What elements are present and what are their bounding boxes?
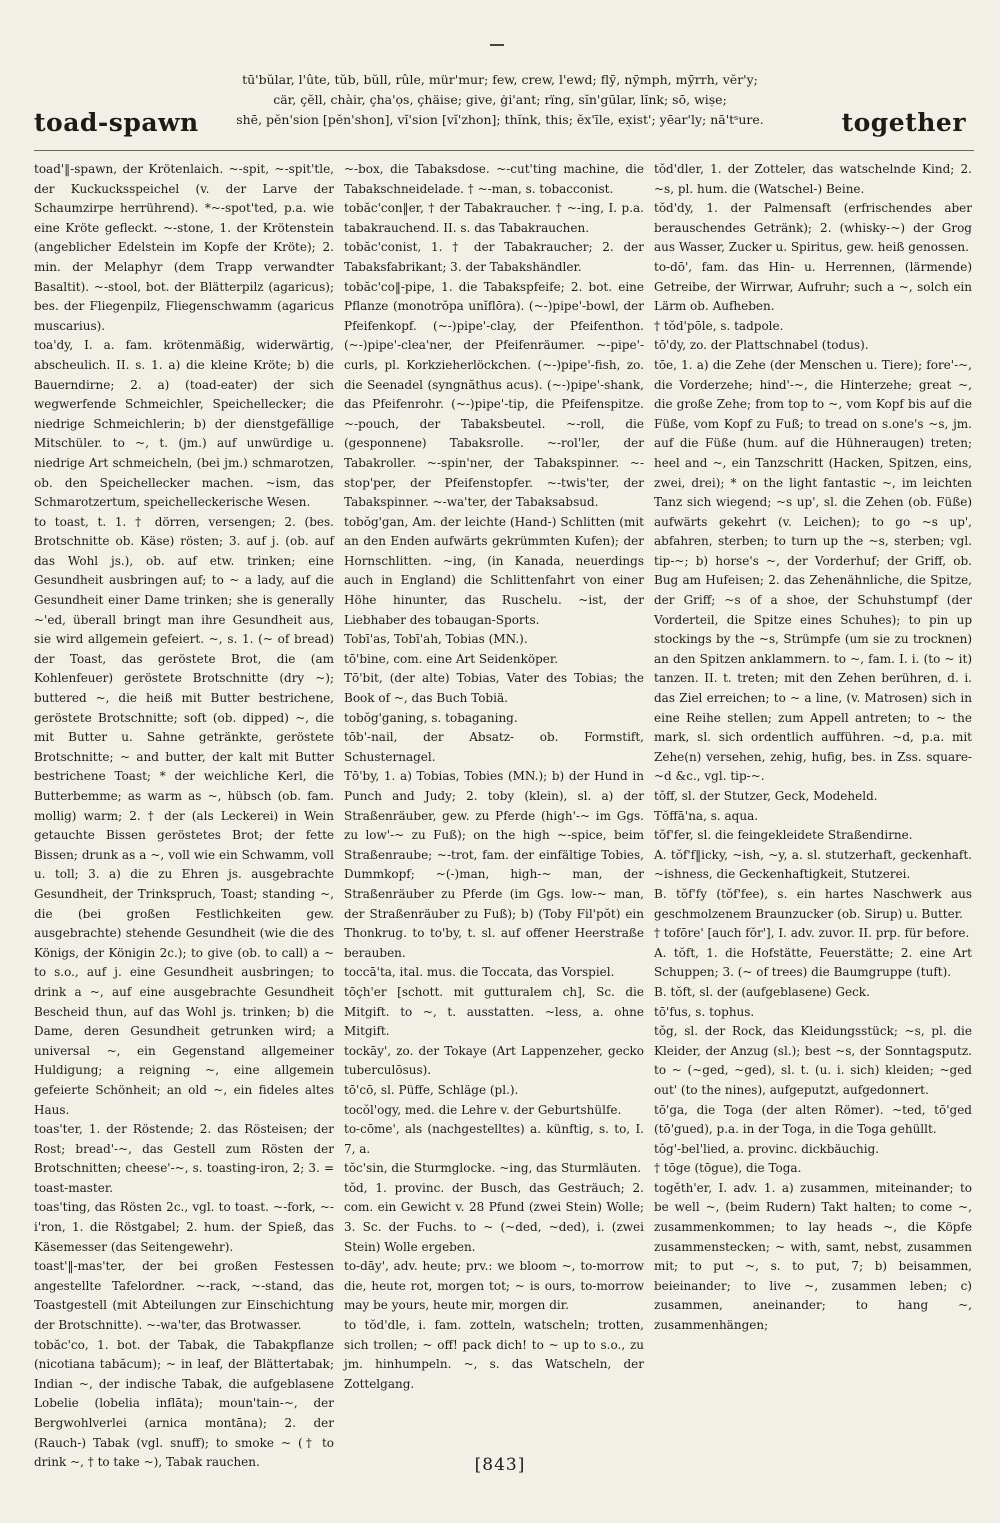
guide-word-right: together: [841, 108, 966, 137]
dictionary-entry: tŏd'dler, 1. der Zotteler, das watschelnde Kind; 2. ~s, pl. hum. die (Watschel-) Beine.: [654, 162, 972, 196]
dictionary-entry: tō'bine, com. eine Art Seidenköper.: [344, 651, 559, 666]
dictionary-entry: tŏf'fer, sl. die feingekleidete Straßendirne.: [654, 828, 913, 843]
dictionary-entry: tōe, 1. a) die Zehe (der Menschen u. Tiere); fore'-~, die Vorderzehe; hind'-~, die Hinterzehe; great ~, die große Zehe; from top to ~, vom Kopf bis auf die Füße, vom Kopf zu Fuß; to tread on s.one's ~s, jm. auf die Füße (hum. auf die Hühneraugen) treten; heel and ~, ein Tanzschritt (Hacken, Spitzen, eins, zwei, drei); * on the light fantastic ~, im leichten Tanz sich wiegend; ~s up', sl. die Zehen (ob. Füße) aufwärts gekehrt (v. Leichen); to go ~s up', abfahren, sterben; to turn up the ~s, sterben; vgl. tip-~; b) horse's ~, der Vorderhuf; der Griff, ob. Bug am Hufeisen; 2. das Zehenähnliche, die Spitze, der Griff; ~s of a shoe, der Schuhstumpf (der Vorderteil, die Spitze eines Schuhes); to pin up stockings by the ~s, Strümpfe (um sie zu trocknen) an den Spitzen anklammern. to ~, fam. I. i. (to ~ it) tanzen. II. t. treten; mit den Zehen berühren, d. i. das Ziel erreichen; to ~ a line, (v. Matrosen) sich in eine Reihe stellen; zum Appell antreten; to ~ the mark, sl. sich ordentlich aufführen. ~d, p.a. mit Zehe(n) versehen, zehig, hufig, bes. in Zss. square-~d &c., vgl. tip-~.: [654, 357, 972, 784]
dictionary-entry: tobăc'conist, 1. † der Tabakraucher; 2. der Tabaksfabrikant; 3. der Tabakshändler.: [344, 240, 644, 274]
dictionary-entry: tō'cō, sl. Püffe, Schläge (pl.).: [344, 1082, 519, 1097]
dictionary-entry: † tofōre' [auch fŏr'], I. adv. zuvor. II. prp. für before.: [654, 926, 970, 941]
dictionary-entry: tŏg, sl. der Rock, das Kleidungsstück; ~s, pl. die Kleider, der Anzug (sl.); best ~s, der Sonntagsputz. to ~ (~ged, ~ged), sl. t. (u. i. sich) kleiden; ~ged out' (to the nines), aufgeputzt, aufgedonnert.: [654, 1024, 972, 1097]
dictionary-entry: A. tŏft, 1. die Hofstätte, Feuerstätte; 2. eine Art Schuppen; 3. (~ of trees) die Baumgruppe (tuft).: [654, 945, 972, 980]
dictionary-entry: B. tŏf'fy (tŏf'fee), s. ein hartes Naschwerk aus geschmolzenem Braunzucker (ob. Sirup) u. Butter.: [654, 886, 972, 921]
dictionary-entry: toccā'ta, ital. mus. die Toccata, das Vorspiel.: [344, 965, 615, 980]
dictionary-entry: tocŏl'ogy, med. die Lehre v. der Geburtshülfe.: [344, 1102, 622, 1117]
column-middle: [344, 160, 644, 1445]
dictionary-entry: toast'‖-mas'ter, der bei großen Festessen angestellte Tafelordner. ~-rack, ~-stand, das Toastgestell (mit Abteilungen zur Einschichtung der Brotschnitte). ~-wa'ter, das Brotwasser.: [34, 1259, 334, 1333]
column-right: [654, 160, 972, 1445]
dictionary-entry: tō'fus, s. tophus.: [654, 1004, 755, 1019]
dictionary-entry: † tŏd'pōle, s. tadpole.: [654, 318, 784, 333]
pronunciation-key-line: cär, çĕll, chàir, çha'ọs, çhäise; give, ġi'ant; rïng, sĭn'gūlar, lĭnk; sō, wiṣe;: [273, 92, 727, 107]
dictionary-entry: to-dāy', adv. heute; prv.: we bloom ~, to-morrow die, heute rot, morgen tot; ~ is ours, to-morrow may be yours, heute mir, morgen dir.: [344, 1259, 644, 1313]
dictionary-entry: A. tŏf'f‖icky, ~ish, ~y, a. sl. stutzerhaft, geckenhaft. ~ishness, die Geckenhaftigkeit, Stutzerei.: [654, 847, 972, 882]
guide-word-left: toad-spawn: [34, 108, 199, 137]
dictionary-entry: tŏg'-bel'lied, a. provinc. dickbäuchig.: [654, 1141, 880, 1156]
dictionary-entry: to-cōme', als (nachgestelltes) a. künftig, s. to, I. 7, a.: [344, 1122, 644, 1156]
top-mark: [490, 44, 504, 46]
dictionary-entry: † tōge (tōgue), die Toga.: [654, 1161, 802, 1176]
dictionary-entry: toas'ting, das Rösten 2c., vgl. to toast. ~-fork, ~-i'ron, 1. die Röstgabel; 2. hum. der Spieß, das Käsemesser (das Seitengewehr).: [34, 1200, 334, 1254]
dictionary-entry: Tobī'as, Tobī'ah, Tobias (MN.).: [344, 632, 528, 647]
dictionary-entry: B. tŏft, sl. der (aufgeblasene) Geck.: [654, 984, 870, 999]
dictionary-entry: tockāy', zo. der Tokaye (Art Lappenzeher, gecko tuberculōsus).: [344, 1043, 644, 1078]
dictionary-entry: tō'ga, die Toga (der alten Römer). ~ted, tō'ged (tō'gued), p.a. in der Toga, in die Toga gehüllt.: [654, 1102, 972, 1137]
column-left: [34, 160, 334, 1470]
dictionary-entry: Tō'by, 1. a) Tobias, Tobies (MN.); b) der Hund in Punch and Judy; 2. toby (klein), sl. a) der Straßenräuber, gew. zu Pferde (high'-~ im Ggs. zu low'-~ zu Fuß); on the high ~-spice, beim Straßenraube; ~-trot, fam. der einfältige Tobies, Dummkopf; ~(-)man, high-~ man, der Straßenräuber zu Pferde (im Ggs. low-~ man, der Straßenräuber zu Fuß); b) (Toby Fil'pŏt) ein Thonkrug. to to'by, t. sl. auf offener Heerstraße berauben.: [344, 769, 644, 960]
dictionary-entry: tōçh'er [schott. mit gutturalem ch], Sc. die Mitgift. to ~, t. ausstatten. ~less, a. ohne Mitgift.: [344, 984, 644, 1039]
dictionary-entry: tŏc'sin, die Sturmglocke. ~ing, das Sturmläuten.: [344, 1161, 642, 1176]
header-rule: [34, 150, 974, 151]
dictionary-entry: tō'dy, zo. der Plattschnabel (todus).: [654, 338, 869, 353]
page-number: [843]: [474, 1455, 526, 1475]
dictionary-entry: toa'dy, I. a. fam. krötenmäßig, widerwärtig, abscheulich. II. s. 1. a) die kleine Kröte; b) die Bauerndirne; 2. a) (toad-eater) der sich wegwerfende Schmeichler, Speichellecker; die niedrige Schmeichlerin; b) der dienstgefällige Mitschüler. to ~, t. (jm.) auf unwürdige u. niedrige Art schmeicheln, (bei jm.) schmarotzen, ob. den Speichellecker machen. ~ism, das Schmarotzertum, speichelleckerische Wesen.: [34, 338, 334, 510]
dictionary-entry: tobŏg'gan, Am. der leichte (Hand-) Schlitten (mit an den Enden aufwärts gekrümmten Kufen); der Hornschlitten. ~ing, (in Kanada, neuerdings auch in England) die Schlittenfahrt von einer Höhe hinunter, das Ruschelu. ~ist, der Liebhaber des tobaugan-Sports.: [344, 514, 644, 627]
dictionary-entry: tobăc'con‖er, † der Tabakraucher. † ~-ing, I. p.a. tabakrauchend. II. s. das Tabakrauchen.: [344, 201, 644, 235]
dictionary-entry: Tŏffā'na, s. aqua.: [654, 808, 759, 823]
dictionary-entry: toas'ter, 1. der Röstende; 2. das Rösteisen; der Rost; bread'-~, das Gestell zum Rösten der Brotschnitten; cheese'-~, s. toasting-iron, 2; 3. = toast-master.: [34, 1122, 334, 1195]
dictionary-entry: tobăc'co, 1. bot. der Tabak, die Tabakpflanze (nicotiana tabăcum); ~ in leaf, der Blättertabak; Indian ~, der indische Tabak, die aufgeblasene Lobelie (lobelia inflāta); moun'tain-~, der Bergwohlverlei (arnica montāna); 2. der (Rauch-) Tabak (vgl. snuff); to smoke ~ († to drink ~, † to take ~), Tabak rauchen.: [34, 1337, 334, 1470]
dictionary-entry: ~-box, die Tabaksdose. ~-cut'ting machine, die Tabakschneidelade. † ~-man, s. tobacconist.: [344, 162, 644, 196]
dictionary-entry: Tō'bit, (der alte) Tobias, Vater des Tobias; the Book of ~, das Buch Tobiä.: [344, 671, 644, 706]
dictionary-entry: to-dō', fam. das Hin- u. Herrennen, (lärmende) Getreibe, der Wirrwar, Aufruhr; such a ~, solch ein Lärm ob. Aufheben.: [654, 259, 972, 314]
dictionary-entry: tobŏg'ganing, s. tobaganing.: [344, 710, 518, 725]
running-head: [0, 70, 1000, 150]
dictionary-entry: togĕth'er, I. adv. 1. a) zusammen, miteinander; to be well ~, (beim Rudern) Takt halten; to come ~, zusammenkommen; to lay heads ~, die Köpfe zusammenstecken; ~ with, samt, nebst, zusammen mit; to put ~, s. to put, 7; b) beisammen, beieinander; to live ~, zusammen leben; c) zusammen, aneinander; to hang ~, zusammenhängen;: [654, 1180, 972, 1333]
pronunciation-key-line: tū'bŭlar, l'ûte, tŭb, bŭll, rûle, mür'mur; few, crew, l'ewd; flӯ, nӯmph, mӯrrh, vĕr'y;: [242, 72, 758, 87]
dictionary-entry: tŏd, 1. provinc. der Busch, das Gesträuch; 2. com. ein Gewicht v. 28 Pfund (zwei Stein) Wolle; 3. Sc. der Fuchs. to ~ (~ded, ~ded), i. (zwei Stein) Wolle ergeben.: [344, 1180, 644, 1254]
dictionary-entry: tŏff, sl. der Stutzer, Geck, Modeheld.: [654, 789, 878, 803]
dictionary-entry: to toast, t. 1. † dörren, versengen; 2. (bes. Brotschnitte ob. Käse) rösten; 3. auf j. (ob. auf das Wohl js.), ob. auf etw. trinken; eine Gesundheit ausbringen auf; to ~ a lady, auf die Gesundheit einer Dame trinken; she is generally ~'ed, überall bringt man ihre Gesundheit aus, sie wird allgemein gefeiert. ~, s. 1. (~ of bread) der Toast, das geröstete Brot, die (am Kohlenfeuer) geröstete Brotschnitte (dry ~); buttered ~, die heiß mit Butter bestrichene, geröstete Brotschnitte; soft (ob. dipped) ~, die mit Butter u. Sahne getränkte, geröstete Brotschnitte; ~ and butter, der kalt mit Butter bestrichene Toast; * der weichliche Kerl, die Butterbemme; as warm as ~, hübsch (ob. fam. mollig) warm; 2. † der (als Leckerei) in Wein getauchte Bissen geröstetes Brot; der fette Bissen; drunk as a ~, voll wie ein Schwamm, voll u. toll; 3. a) die zu Ehren js. ausgebrachte Gesundheit, der Trinkspruch, Toast; standing ~, die (bei großen Festlichkeiten gew. ausgebrachte) stehende Gesundheit (wie die des Königs, der Königin 2c.); to give (ob. to call) a ~ to s.o., auf j. eine Gesundheit ausbringen; to drink a ~, auf eine ausgebrachte Gesundheit Bescheid thun, auf das Wohl js. trinken; b) die Dame, deren Gesundheit getrunken wird; a universal ~, ein Gegenstand allgemeiner Huldigung; a reigning ~, eine allgemein gefeierte Schönheit; an old ~, ein fideles altes Haus.: [34, 514, 334, 1117]
pronunciation-key-line: shē, pĕn'sion [pĕn'shon], vĭ'sion [vĭ'zhon]; thĭnk, this; ĕx'īle, ex̣ist'; yēar'ly; nā'tˢure.: [236, 112, 764, 127]
dictionary-entry: tōb'-nail, der Absatz- ob. Formstift, Schusternagel.: [344, 730, 644, 764]
dictionary-entry: to tŏd'dle, i. fam. zotteln, watscheln; trotten, sich trollen; ~ off! pack dich! to ~ up to s.o., zu jm. hinhumpeln. ~, s. das Watscheln, der Zottelgang.: [344, 1318, 644, 1391]
dictionary-entry: tobăc'co‖-pipe, 1. die Tabakspfeife; 2. bot. eine Pflanze (monotrŏpa unĭflōra). (~-)pipe'-bowl, der Pfeifenkopf. (~-)pipe'-clay, der Pfeifenthon. (~-)pipe'-clea'ner, der Pfeifenräumer. ~-pipe'-curls, pl. Korkzieherlöckchen. (~-)pipe'-fish, zo. die Seenadel (syngnăthus acus). (~-)pipe'-shank, das Pfeifenrohr. (~-)pipe'-tip, die Pfeifenspitze. ~-pouch, der Tabaksbeutel. ~-roll, die (gesponnene) Tabaksrolle. ~-rol'ler, der Tabakroller. ~-spin'ner, der Tabakspinner. ~-stop'per, der Pfeifenstopfer. ~-twis'ter, der Tabakspinner. ~-wa'ter, der Tabaksabsud.: [344, 279, 644, 510]
dictionary-entry: tŏd'dy, 1. der Palmensaft (erfrischendes aber berauschendes Getränk); 2. (whisky-~) der Grog aus Wasser, Zucker u. Spiritus, gew. heiß genossen.: [654, 201, 972, 255]
dictionary-entry: toad'‖-spawn, der Krötenlaich. ~-spit, ~-spit'tle, der Kuckucksspeichel (v. der Larve der Schaumzirpe herrührend). *~-spot'ted, p.a. wie eine Kröte gefleckt. ~-stone, 1. der Krötenstein (angeblicher Edelstein im Kopfe der Kröte); 2. min. der Melaphyr (dem Trapp verwandter Basaltit). ~-stool, bot. der Blätterpilz (agaricus); bes. der Fliegenpilz, Fliegenschwamm (agaricus muscarius).: [34, 162, 334, 333]
